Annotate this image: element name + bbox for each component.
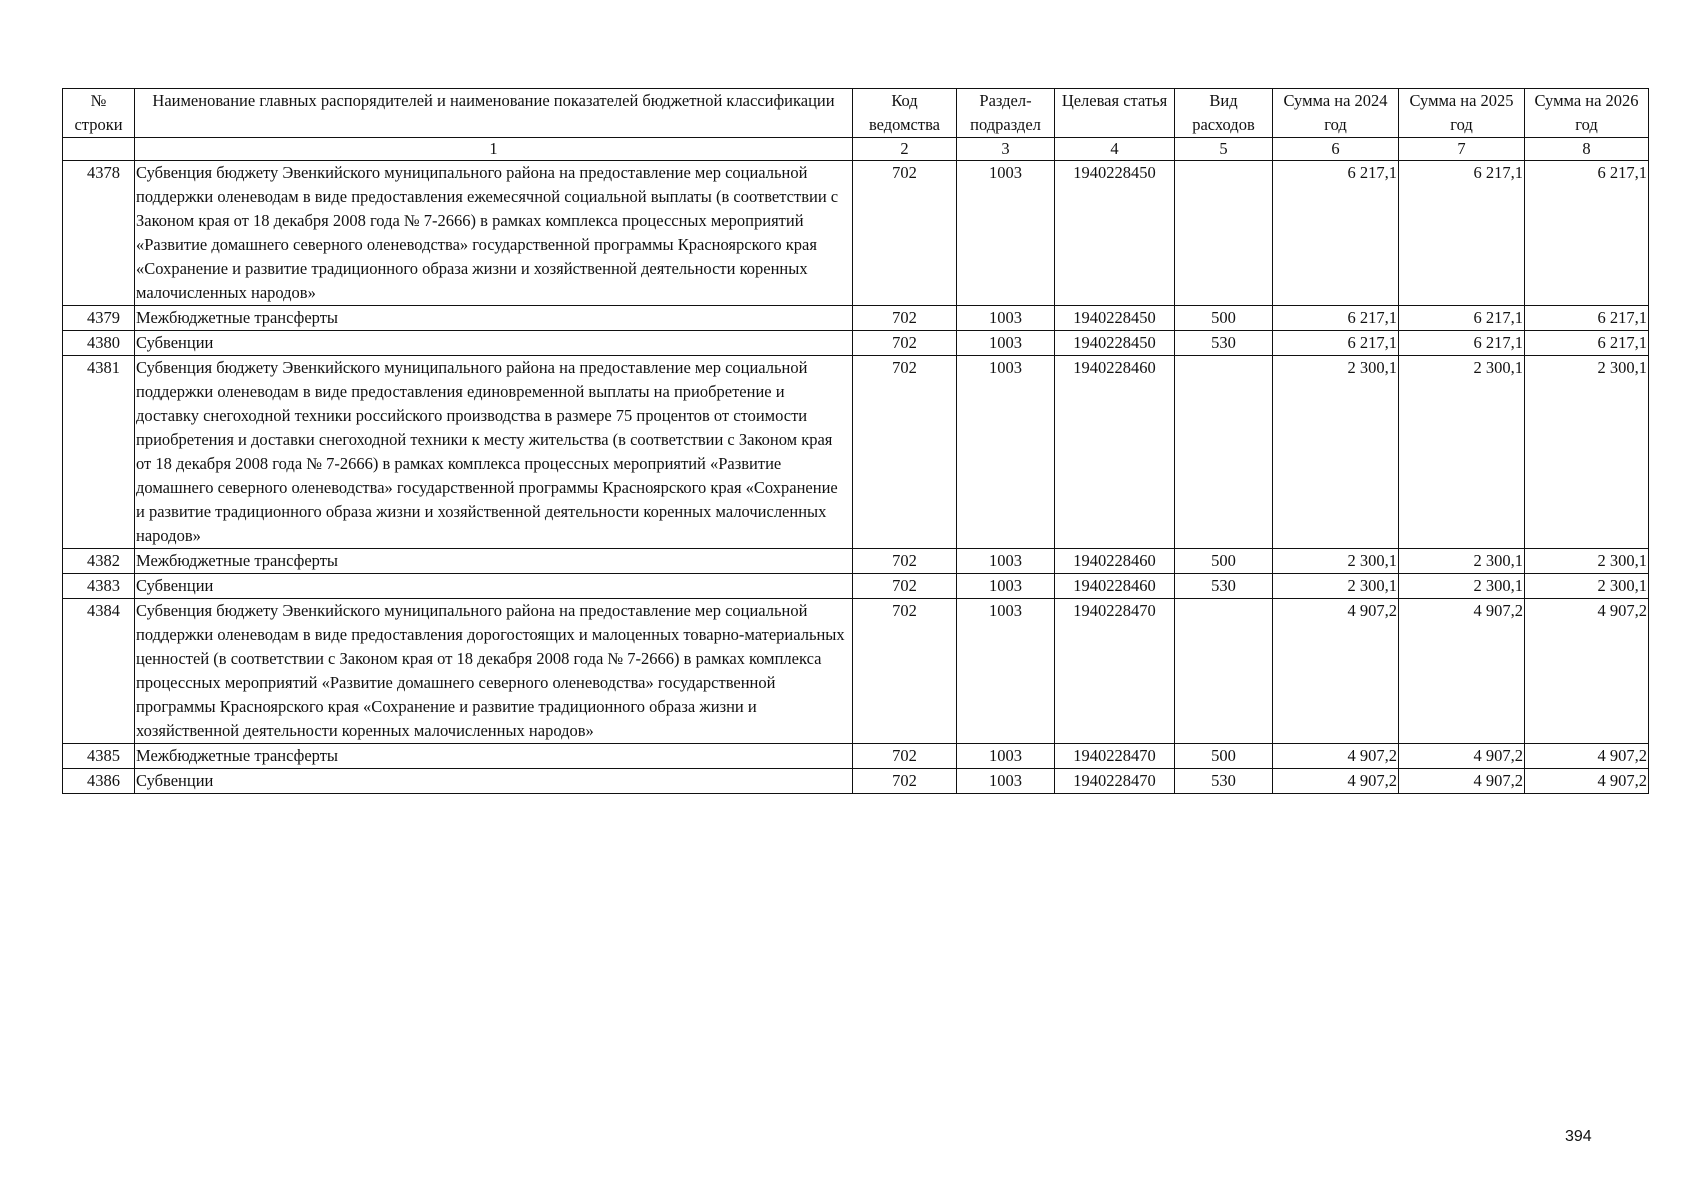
sum-2026-cell: 2 300,1 xyxy=(1525,549,1649,574)
department-code-cell: 702 xyxy=(853,574,957,599)
table-row xyxy=(63,356,1649,549)
target-article-cell: 1940228450 xyxy=(1055,331,1175,356)
header-expense-type: Вид расходов xyxy=(1175,89,1273,138)
name-cell: Межбюджетные трансферты xyxy=(135,306,853,331)
name-cell: Субвенция бюджету Эвенкийского муниципального района на предоставление мер социальной поддержки оленеводам в виде предоставления единовременной выплаты на приобретение и доставку снегоходной техники российского производства в размере 75 процентов от стоимости приобретения и доставки снегоходной техники к месту жительства (в соответствии с Законом края от 18 декабря 2008 года № 7-2666) в рамках комплекса процессных мероприятий «Развитие домашнего северного оленеводства» государственной программы Красноярского края «Сохранение и развитие традиционного образа жизни и хозяйственной деятельности коренных малочисленных народов» xyxy=(135,356,853,549)
sum-2026-cell: 6 217,1 xyxy=(1525,331,1649,356)
target-article-cell: 1940228450 xyxy=(1055,161,1175,306)
expense-type-cell: 530 xyxy=(1175,331,1273,356)
column-index-row xyxy=(63,138,1649,161)
department-code-cell: 702 xyxy=(853,769,957,794)
sum-2025-cell: 6 217,1 xyxy=(1399,161,1525,306)
row-number-cell: 4383 xyxy=(63,574,135,599)
sum-2024-cell: 4 907,2 xyxy=(1273,769,1399,794)
sum-2024-cell: 2 300,1 xyxy=(1273,574,1399,599)
table-row xyxy=(63,549,1649,574)
row-number-cell: 4380 xyxy=(63,331,135,356)
sum-2024-cell: 2 300,1 xyxy=(1273,356,1399,549)
sum-2024-cell: 4 907,2 xyxy=(1273,599,1399,744)
sum-2024-cell: 6 217,1 xyxy=(1273,161,1399,306)
target-article-cell: 1940228470 xyxy=(1055,744,1175,769)
header-row-number: № строки xyxy=(63,89,135,138)
index-cell: 4 xyxy=(1055,138,1175,161)
table-row xyxy=(63,161,1649,306)
target-article-cell: 1940228460 xyxy=(1055,549,1175,574)
sum-2025-cell: 4 907,2 xyxy=(1399,599,1525,744)
row-number-cell: 4382 xyxy=(63,549,135,574)
name-cell: Субвенции xyxy=(135,574,853,599)
sum-2026-cell: 6 217,1 xyxy=(1525,306,1649,331)
header-target-article: Целевая статья xyxy=(1055,89,1175,138)
table-row xyxy=(63,331,1649,356)
sum-2025-cell: 6 217,1 xyxy=(1399,331,1525,356)
target-article-cell: 1940228460 xyxy=(1055,356,1175,549)
table-row xyxy=(63,574,1649,599)
header-sum-2026: Сумма на 2026 год xyxy=(1525,89,1649,138)
section-cell: 1003 xyxy=(957,744,1055,769)
target-article-cell: 1940228460 xyxy=(1055,574,1175,599)
sum-2026-cell: 4 907,2 xyxy=(1525,599,1649,744)
sum-2025-cell: 2 300,1 xyxy=(1399,574,1525,599)
sum-2025-cell: 2 300,1 xyxy=(1399,549,1525,574)
row-number-cell: 4379 xyxy=(63,306,135,331)
index-cell: 5 xyxy=(1175,138,1273,161)
sum-2025-cell: 2 300,1 xyxy=(1399,356,1525,549)
header-department-code: Код ведомства xyxy=(853,89,957,138)
index-cell: 2 xyxy=(853,138,957,161)
index-cell: 8 xyxy=(1525,138,1649,161)
table-row xyxy=(63,306,1649,331)
sum-2024-cell: 4 907,2 xyxy=(1273,744,1399,769)
section-cell: 1003 xyxy=(957,769,1055,794)
section-cell: 1003 xyxy=(957,599,1055,744)
name-cell: Межбюджетные трансферты xyxy=(135,549,853,574)
row-number-cell: 4386 xyxy=(63,769,135,794)
section-cell: 1003 xyxy=(957,306,1055,331)
expense-type-cell xyxy=(1175,161,1273,306)
expense-type-cell: 500 xyxy=(1175,306,1273,331)
expense-type-cell: 500 xyxy=(1175,549,1273,574)
sum-2025-cell: 4 907,2 xyxy=(1399,769,1525,794)
department-code-cell: 702 xyxy=(853,356,957,549)
header-sum-2024: Сумма на 2024 год xyxy=(1273,89,1399,138)
name-cell: Субвенция бюджету Эвенкийского муниципального района на предоставление мер социальной поддержки оленеводам в виде предоставления ежемесячной социальной выплаты (в соответствии с Законом края от 18 декабря 2008 года № 7-2666) в рамках комплекса процессных мероприятий «Развитие домашнего северного оленеводства» государственной программы Красноярского края «Сохранение и развитие традиционного образа жизни и хозяйственной деятельности коренных малочисленных народов» xyxy=(135,161,853,306)
index-cell: 7 xyxy=(1399,138,1525,161)
target-article-cell: 1940228470 xyxy=(1055,599,1175,744)
target-article-cell: 1940228450 xyxy=(1055,306,1175,331)
sum-2025-cell: 6 217,1 xyxy=(1399,306,1525,331)
expense-type-cell xyxy=(1175,599,1273,744)
department-code-cell: 702 xyxy=(853,161,957,306)
sum-2025-cell: 4 907,2 xyxy=(1399,744,1525,769)
department-code-cell: 702 xyxy=(853,306,957,331)
sum-2024-cell: 6 217,1 xyxy=(1273,306,1399,331)
expense-type-cell: 500 xyxy=(1175,744,1273,769)
name-cell: Субвенция бюджету Эвенкийского муниципального района на предоставление мер социальной поддержки оленеводам в виде предоставления дорогостоящих и малоценных товарно-материальных ценностей (в соответствии с Законом края от 18 декабря 2008 года № 7-2666) в рамках комплекса процессных мероприятий «Развитие домашнего северного оленеводства» государственной программы Красноярского края «Сохранение и развитие традиционного образа жизни и хозяйственной деятельности коренных малочисленных народов» xyxy=(135,599,853,744)
index-cell: 1 xyxy=(135,138,853,161)
department-code-cell: 702 xyxy=(853,331,957,356)
section-cell: 1003 xyxy=(957,549,1055,574)
department-code-cell: 702 xyxy=(853,549,957,574)
section-cell: 1003 xyxy=(957,161,1055,306)
row-number-cell: 4384 xyxy=(63,599,135,744)
budget-table xyxy=(62,88,1649,794)
section-cell: 1003 xyxy=(957,574,1055,599)
index-cell: 6 xyxy=(1273,138,1399,161)
row-number-cell: 4385 xyxy=(63,744,135,769)
table-row xyxy=(63,599,1649,744)
budget-table-container xyxy=(62,88,1648,794)
header-sum-2025: Сумма на 2025 год xyxy=(1399,89,1525,138)
sum-2026-cell: 6 217,1 xyxy=(1525,161,1649,306)
expense-type-cell xyxy=(1175,356,1273,549)
header-section: Раздел-подраздел xyxy=(957,89,1055,138)
table-row xyxy=(63,769,1649,794)
page-number: 394 xyxy=(1565,1128,1592,1145)
header-name: Наименование главных распорядителей и наименование показателей бюджетной классификации xyxy=(135,89,853,138)
sum-2026-cell: 2 300,1 xyxy=(1525,356,1649,549)
row-number-cell: 4378 xyxy=(63,161,135,306)
name-cell: Субвенции xyxy=(135,769,853,794)
department-code-cell: 702 xyxy=(853,599,957,744)
expense-type-cell: 530 xyxy=(1175,574,1273,599)
sum-2026-cell: 4 907,2 xyxy=(1525,744,1649,769)
department-code-cell: 702 xyxy=(853,744,957,769)
table-header-row xyxy=(63,89,1649,138)
index-cell-empty xyxy=(63,138,135,161)
name-cell: Субвенции xyxy=(135,331,853,356)
name-cell: Межбюджетные трансферты xyxy=(135,744,853,769)
section-cell: 1003 xyxy=(957,356,1055,549)
expense-type-cell: 530 xyxy=(1175,769,1273,794)
sum-2026-cell: 2 300,1 xyxy=(1525,574,1649,599)
section-cell: 1003 xyxy=(957,331,1055,356)
target-article-cell: 1940228470 xyxy=(1055,769,1175,794)
row-number-cell: 4381 xyxy=(63,356,135,549)
table-row xyxy=(63,744,1649,769)
sum-2024-cell: 2 300,1 xyxy=(1273,549,1399,574)
sum-2026-cell: 4 907,2 xyxy=(1525,769,1649,794)
index-cell: 3 xyxy=(957,138,1055,161)
sum-2024-cell: 6 217,1 xyxy=(1273,331,1399,356)
